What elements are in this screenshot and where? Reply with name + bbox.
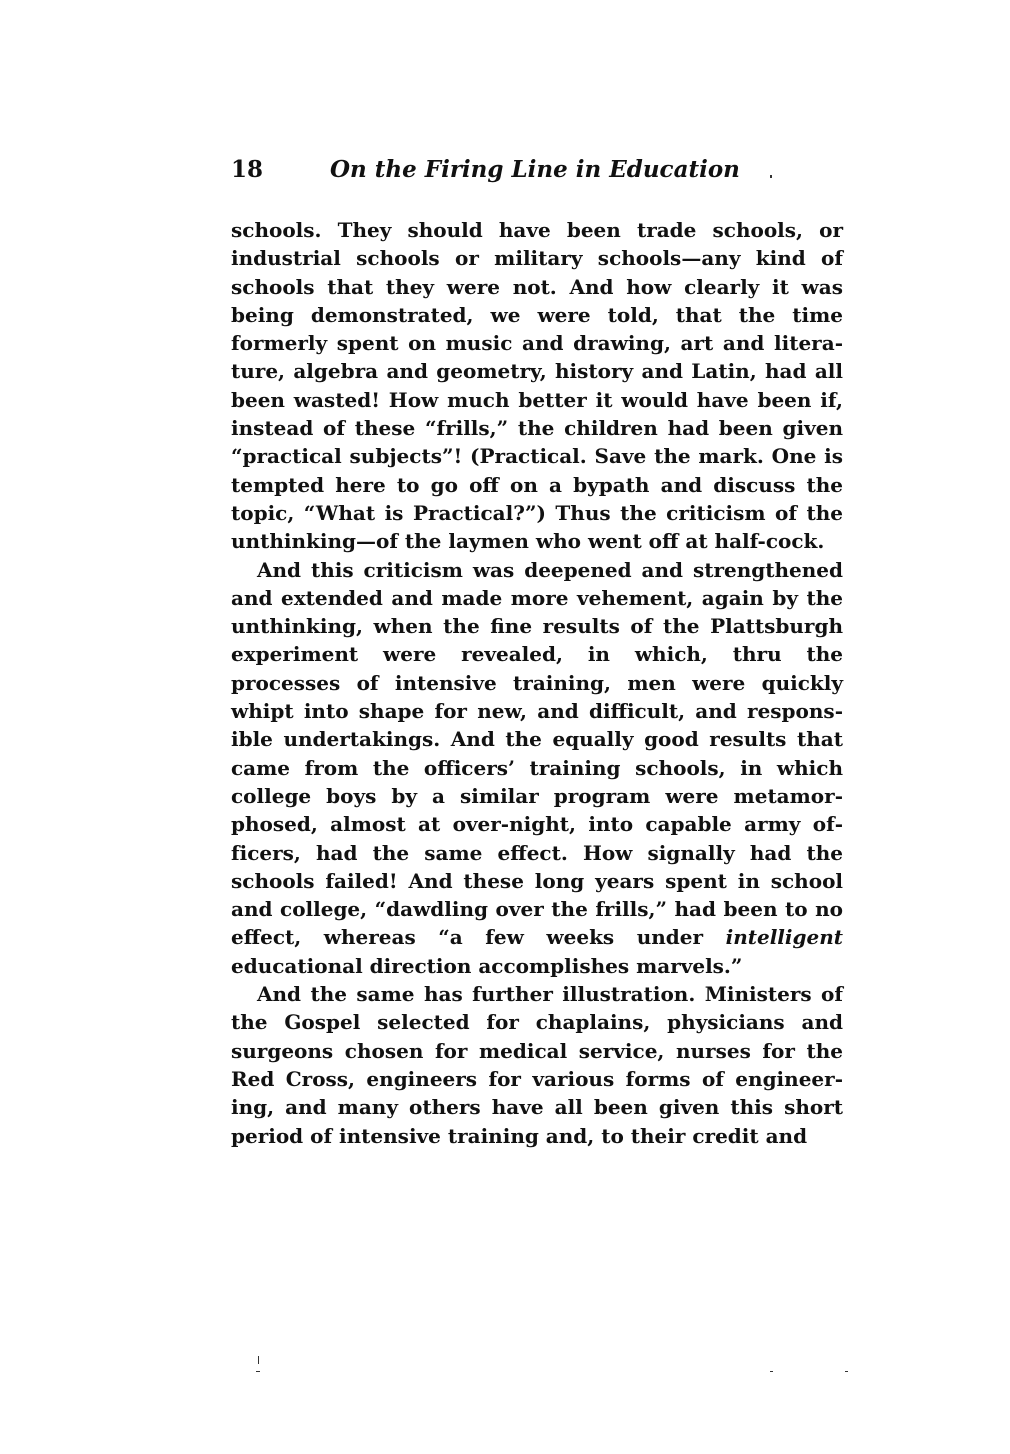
scan-speck <box>258 1356 259 1364</box>
scan-speck <box>845 1371 848 1372</box>
body-text <box>231 216 843 1150</box>
running-title: On the Firing Line in Education <box>330 156 740 183</box>
page-header <box>231 156 811 190</box>
scan-speck <box>256 1371 260 1372</box>
scan-speck <box>770 1371 773 1372</box>
scan-speck <box>770 175 772 178</box>
paragraph-2-emphasis: intelligent <box>725 925 843 950</box>
paragraph-3: And the same has further illustration. Ministers of the Gospel selected for chaplains, physicians and surgeons chosen for medical service, nurses for the Red Cross, engineers for various forms of engineering, and many others have all been given this short period of intensive training and, to their credit and <box>231 982 843 1148</box>
paragraph-2-text: And this criticism was deepened and strengthened and extended and made more vehement, again by the unthinking, when the fine results of the Plattsburgh experiment were revealed, in which, thru the processes of intensive training, men were quickly whipt into shape for new, and difficult, and responsible undertakings. And the equally good results that came from the officers’ training schools, in which college boys by a similar program were metamorphosed, almost at over-night, into capable army officers, had the same effect. How signally had the schools failed! And these long years spent in school and college, “dawdling over the frills,” had been to no effect, whereas “a few weeks under <box>231 557 843 950</box>
paragraph-2 <box>231 556 843 980</box>
paragraph-1: schools. They should have been trade schools, or industrial schools or military schools—any kind of schools that they were not. And how clearly it was being demonstrated, we were told, that the time formerly spent on music and drawing, art and literature, algebra and geometry, history and Latin, had all been wasted! How much better it would have been if, instead of these “frills,” the children had been given “practical subjects”! (Practical. Save the mark. One is tempted here to go off on a bypath and discuss the topic, “What is Practical?”) Thus the criticism of the unthinking—of the laymen who went off at half-cock. <box>231 218 843 554</box>
paragraph-2-text-after: educational direction accomplishes marvels.” <box>231 953 743 978</box>
page-number: 18 <box>231 156 264 183</box>
